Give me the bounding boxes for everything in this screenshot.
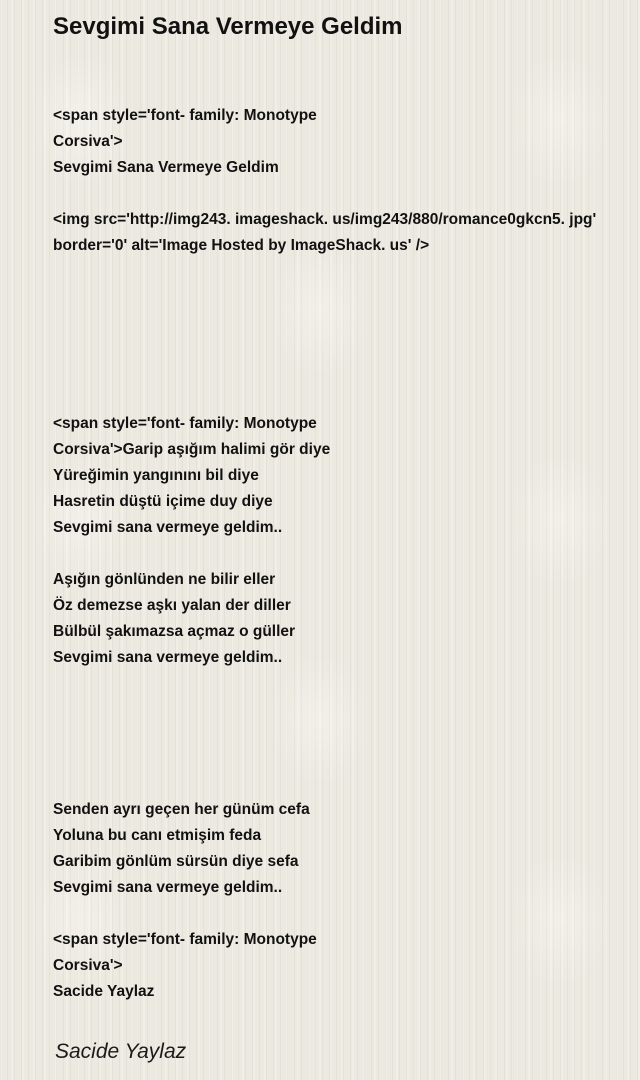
poem-line: Yüreğimin yangınını bil diye	[53, 467, 259, 484]
poem-line: Sevgimi sana vermeye geldim..	[53, 879, 283, 896]
poem-line: <span style='font- family: Monotype	[53, 415, 317, 432]
poem-line: Sevgimi Sana Vermeye Geldim	[53, 159, 279, 176]
poem-line: <span style='font- family: Monotype	[53, 107, 317, 124]
poem-title: Sevgimi Sana Vermeye Geldim	[53, 13, 403, 40]
poem-line: Corsiva'>	[53, 957, 123, 974]
poem-line: <span style='font- family: Monotype	[53, 931, 317, 948]
poem-line: Hasretin düştü içime duy diye	[53, 493, 273, 510]
poem-line: Bülbül şakımazsa açmaz o güller	[53, 623, 296, 640]
poem-line: Sevgimi sana vermeye geldim..	[53, 519, 283, 536]
author-signature: Sacide Yaylaz	[55, 1040, 187, 1063]
poem-line: Öz demezse aşkı yalan der diller	[53, 597, 291, 614]
poem-line: Aşığın gönlünden ne bilir eller	[53, 571, 276, 588]
poem-line: Sacide Yaylaz	[53, 983, 155, 1000]
poem-line: Garibim gönlüm sürsün diye sefa	[53, 853, 299, 870]
poem-line: Corsiva'>Garip aşığım halimi gör diye	[53, 441, 331, 458]
poem-line: Yoluna bu canı etmişim feda	[53, 827, 262, 844]
poem-line: Senden ayrı geçen her günüm cefa	[53, 801, 310, 818]
poem-line: Corsiva'>	[53, 133, 123, 150]
poem-line: <img src='http://img243. imageshack. us/img243/880/romance0gkcn5. jpg'	[53, 211, 597, 228]
poem-line: Sevgimi sana vermeye geldim..	[53, 649, 283, 666]
poem-line: border='0' alt='Image Hosted by ImageShack. us' />	[53, 237, 430, 254]
